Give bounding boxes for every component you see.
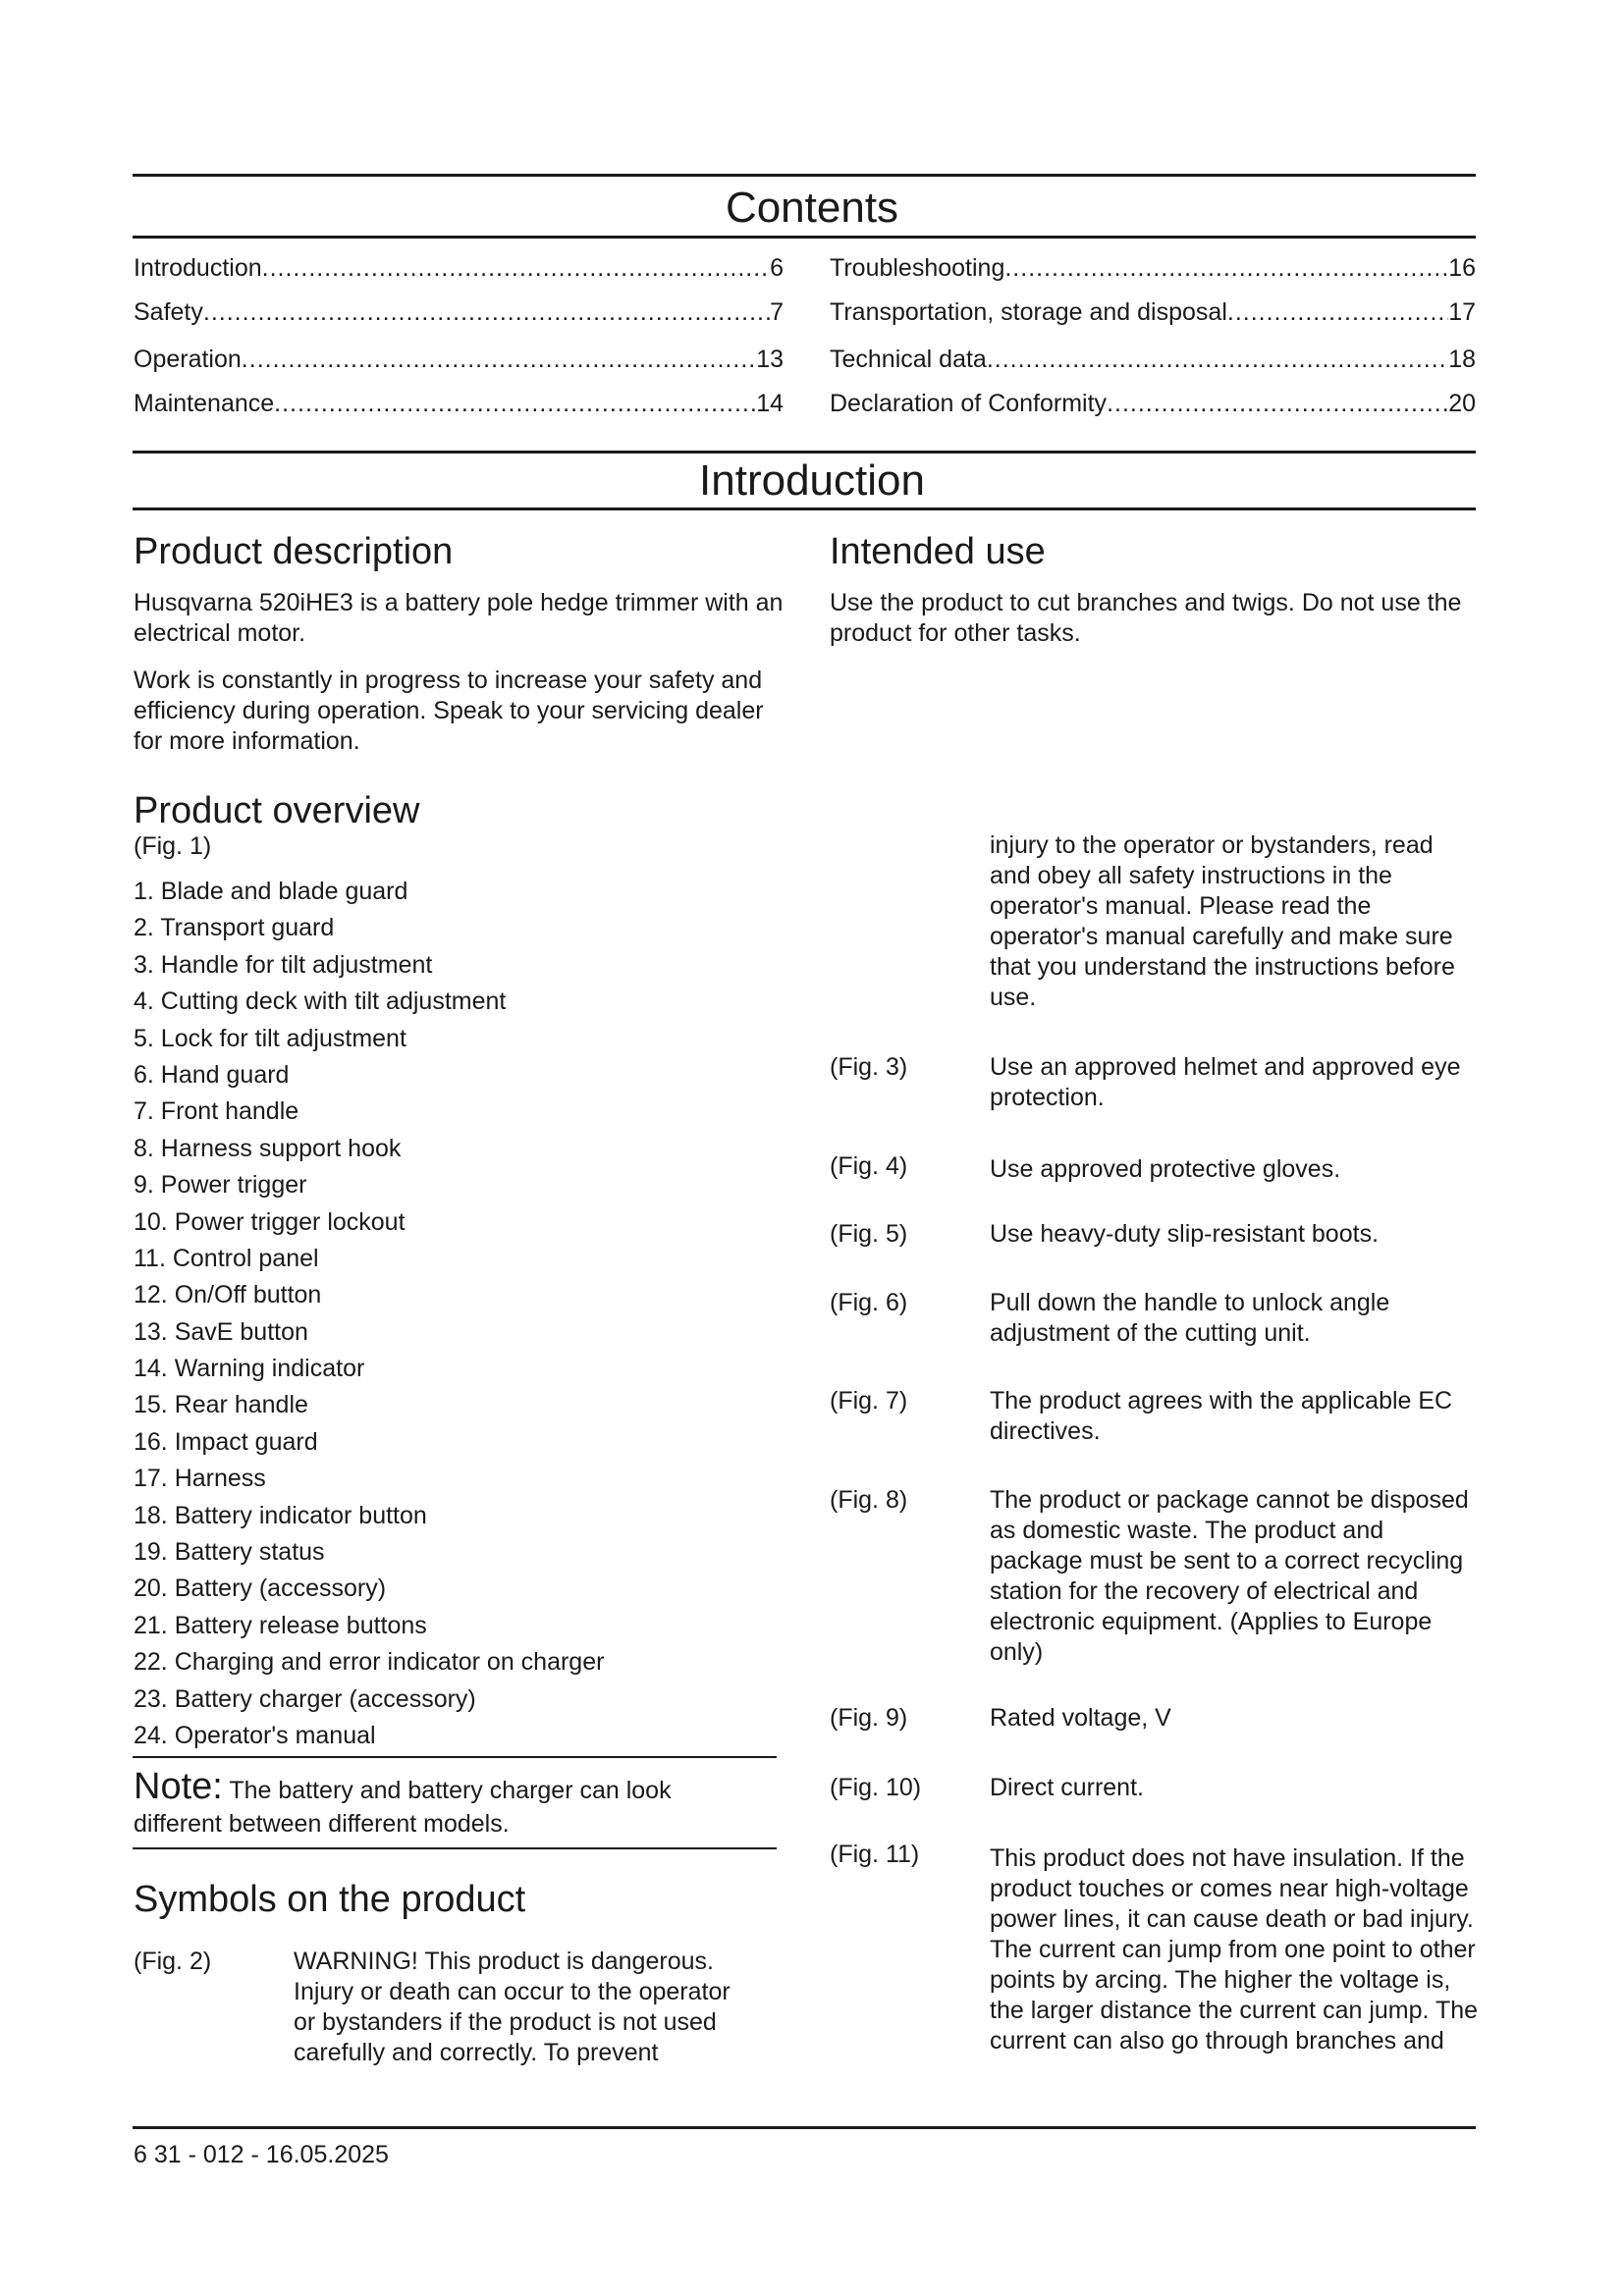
toc-entry-operation[interactable]: [134, 345, 784, 374]
toc-title: Introduction: [134, 254, 262, 282]
list-item: 17. Harness: [134, 1465, 266, 1493]
symbol-fig-label: (Fig. 4): [830, 1152, 908, 1180]
toc-page: 17: [1448, 298, 1476, 326]
toc-title: Declaration of Conformity: [830, 390, 1108, 417]
list-item: 7. Front handle: [134, 1097, 299, 1126]
note-top-rule: [133, 1756, 777, 1758]
list-item: 18. Battery indicator button: [134, 1501, 427, 1529]
symbol-text: Direct current.: [990, 1774, 1144, 1801]
intended-use-heading: Intended use: [830, 531, 1046, 572]
toc-entry-safety[interactable]: [134, 297, 784, 327]
product-description-para-1: Husqvarna 520iHE3 is a battery pole hedge trimmer with an electrical motor.: [134, 589, 784, 647]
toc-entry-troubleshooting[interactable]: [830, 253, 1476, 283]
toc-page: 14: [756, 390, 784, 417]
toc-title: Transportation, storage and disposal: [830, 298, 1227, 326]
symbol-fig-label: (Fig. 6): [830, 1289, 908, 1316]
list-item: 3. Handle for tilt adjustment: [134, 950, 433, 979]
contents-bottom-rule: [133, 236, 1476, 239]
symbol-text: This product does not have insulation. If the product touches or comes near high-voltage power lines, it can cause death or bad injury. The current can jump from one point to other points by arcing. The higher the voltage is, the larger distance the current can jump. The current can also go through branches and: [990, 1844, 1479, 2055]
list-item: 21. Battery release buttons: [134, 1611, 427, 1639]
contents-title: Contents: [725, 184, 899, 232]
introduction-title: Introduction: [699, 456, 925, 505]
symbol-fig-label: (Fig. 3): [830, 1053, 908, 1081]
symbol-text: The product agrees with the applicable EC directives.: [990, 1387, 1453, 1445]
introduction-bottom-rule: [133, 507, 1476, 510]
toc-entry-transportation[interactable]: [830, 297, 1476, 327]
symbol-fig-label: (Fig. 9): [830, 1704, 908, 1732]
list-item: 20. Battery (accessory): [134, 1575, 387, 1603]
toc-page: 7: [770, 298, 784, 326]
product-overview-list: [134, 874, 604, 1754]
list-item: 9. Power trigger: [134, 1171, 307, 1200]
list-item: 6. Hand guard: [134, 1060, 290, 1089]
toc-title: Technical data: [830, 346, 987, 373]
list-item: 14. Warning indicator: [134, 1355, 365, 1383]
symbol-text: Use an approved helmet and approved eye protection.: [990, 1053, 1461, 1111]
symbol-fig-label: (Fig. 7): [830, 1387, 908, 1415]
toc-page: 18: [1448, 346, 1476, 373]
list-item: 4. Cutting deck with tilt adjustment: [134, 988, 507, 1016]
note-text: The battery and battery charger can look different between different models.: [134, 1777, 672, 1838]
note-label: Note:: [134, 1766, 223, 1807]
list-item: 22. Charging and error indicator on charger: [134, 1648, 605, 1677]
toc-title: Safety: [134, 298, 203, 326]
symbol-text: The product or package cannot be disposed as domestic waste. The product and package must be sent to a correct recycling station for the recovery of electrical and electronic equipment. (Applies to Europe only): [990, 1486, 1469, 1666]
toc-title: Operation: [134, 346, 242, 373]
intended-use-para: Use the product to cut branches and twigs. Do not use the product for other tasks.: [830, 589, 1462, 647]
list-item: 8. Harness support hook: [134, 1134, 402, 1162]
symbol-fig-label: (Fig. 2): [134, 1948, 212, 1975]
footer-text: 6 31 - 012 - 16.05.2025: [134, 2141, 389, 2168]
list-item: 10. Power trigger lockout: [134, 1207, 406, 1236]
toc-entry-technical-data[interactable]: [830, 345, 1476, 374]
toc-page: 16: [1448, 254, 1476, 282]
toc-page: 20: [1448, 390, 1476, 417]
note-bottom-rule: [133, 1847, 777, 1849]
product-description-para-2: Work is constantly in progress to increase your safety and efficiency during operation. Speak to your servicing dealer for more information.: [134, 667, 764, 755]
toc-title: Maintenance: [134, 390, 275, 417]
symbol-fig-label: (Fig. 5): [830, 1220, 908, 1248]
symbol-text: Pull down the handle to unlock angle adjustment of the cutting unit.: [990, 1289, 1390, 1347]
note: [134, 1766, 762, 1841]
product-description-heading: Product description: [134, 531, 454, 572]
list-item: 11. Control panel: [134, 1244, 319, 1272]
symbol-fig-label: (Fig. 11): [830, 1841, 920, 1868]
introduction-top-rule: [133, 451, 1476, 454]
symbol-fig-label: (Fig. 8): [830, 1486, 908, 1514]
list-item: 12. On/Off button: [134, 1281, 322, 1309]
toc-entry-maintenance[interactable]: [134, 389, 784, 418]
symbol-text: Use approved protective gloves.: [990, 1155, 1341, 1183]
toc-entry-introduction[interactable]: [134, 253, 784, 283]
symbol-fig2-continued: injury to the operator or bystanders, read and obey all safety instructions in the operator's manual. Please read the operator's manual carefully and make sure that you understand the instructions before use.: [990, 831, 1455, 1011]
symbol-text: WARNING! This product is dangerous. Injury or death can occur to the operator or bystanders if the product is not used carefully and correctly. To prevent: [294, 1948, 731, 2066]
symbol-text: Rated voltage, V: [990, 1704, 1171, 1732]
list-item: 16. Impact guard: [134, 1427, 318, 1456]
product-overview-fig: (Fig. 1): [134, 832, 212, 860]
symbol-fig-label: (Fig. 10): [830, 1774, 922, 1801]
product-overview-heading: Product overview: [134, 790, 420, 831]
toc-page: 13: [756, 346, 784, 373]
list-item: 2. Transport guard: [134, 914, 335, 942]
toc-title: Troubleshooting: [830, 254, 1005, 282]
contents-top-rule: [133, 174, 1476, 177]
list-item: 13. SavE button: [134, 1317, 308, 1346]
list-item: 23. Battery charger (accessory): [134, 1684, 476, 1713]
toc-entry-declaration[interactable]: [830, 389, 1476, 418]
list-item: 19. Battery status: [134, 1538, 325, 1567]
list-item: 1. Blade and blade guard: [134, 878, 408, 905]
list-item: 5. Lock for tilt adjustment: [134, 1024, 406, 1052]
footer-rule: [133, 2126, 1476, 2129]
symbols-heading: Symbols on the product: [134, 1879, 526, 1920]
list-item: 15. Rear handle: [134, 1391, 308, 1419]
toc-page: 6: [770, 254, 784, 282]
list-item: 24. Operator's manual: [134, 1721, 376, 1749]
symbol-text: Use heavy-duty slip-resistant boots.: [990, 1220, 1380, 1248]
